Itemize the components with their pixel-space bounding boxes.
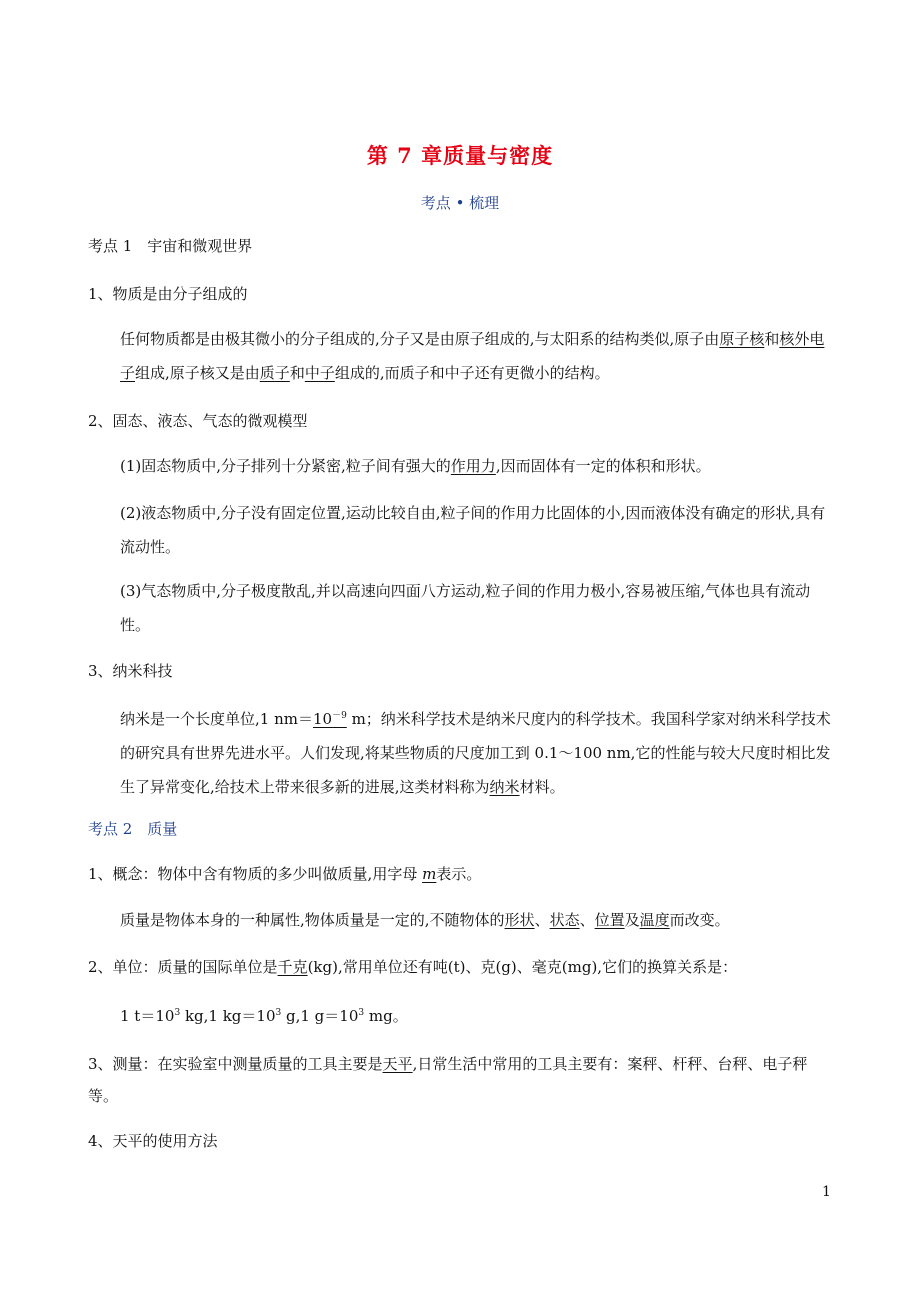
section-2-heading: 考点 2 质量 (88, 820, 178, 838)
page-title: 第 7 章质量与密度 (366, 143, 554, 168)
superscript: 3 (358, 1008, 365, 1018)
text: ,因而固体有一定的体积和形状。 (495, 457, 711, 475)
text: ,日常生活中常用的工具主要有：案秤、杆秤、台秤、电子秤等。 (88, 1055, 808, 1105)
underlined-term: 形状 (504, 911, 535, 929)
underlined-term: 原子核 (719, 330, 765, 348)
text: 表示。 (436, 865, 482, 883)
paragraph-atoms (120, 322, 836, 390)
paragraph-mass-property (120, 903, 836, 937)
item-1-heading: 1、物质是由分子组成的 (88, 285, 248, 303)
text: 、 (534, 911, 550, 929)
text: g,1 g＝10 (281, 1007, 359, 1025)
text: 组成,原子核又是由 (135, 364, 260, 382)
paragraph-liquid: (2)液态物质中,分子没有固定位置,运动比较自由,粒子间的作用力比固体的小,因而液体没有确定的形状,具有流动性。 (120, 504, 826, 556)
underlined-term: 质子 (259, 364, 290, 382)
paragraph-gas: (3)气态物质中,分子极度散乱,并以高速向四面八方运动,粒子间的作用力极小,容易被压缩,气体也具有流动性。 (120, 582, 811, 634)
text: 1 t＝10 (120, 1007, 175, 1025)
underlined-term: 状态 (549, 911, 580, 929)
text: 1、概念：物体中含有物质的多少叫做质量,用字母 (88, 865, 423, 883)
text: (1)固态物质中,分子排列十分紧密,粒子间有强大的 (120, 457, 451, 475)
underlined-term: 温度 (639, 911, 670, 929)
underlined-term: 纳米 (489, 778, 520, 796)
text: 任何物质都是由极其微小的分子组成的,分子又是由原子组成的,与太阳系的结构类似,原子由 (120, 330, 720, 348)
underlined-term: m (422, 865, 437, 883)
underlined-term: 天平 (382, 1055, 413, 1073)
page-number: 1 (822, 1184, 831, 1200)
page-subtitle: 考点 • 梳理 (420, 194, 500, 212)
text: 及 (624, 911, 640, 929)
text: 3、测量：在实验室中测量质量的工具主要是 (88, 1055, 383, 1073)
text: 材料。 (519, 778, 565, 796)
underlined-term: 核外电子 (120, 330, 825, 382)
text: 10 (312, 710, 333, 728)
text: 而改变。 (669, 911, 730, 929)
text: mg。 (364, 1007, 408, 1025)
text: 纳米是一个长度单位,1 nm＝ (120, 710, 313, 728)
text: m；纳米科学技术是纳米尺度内的科学技术。我国科学家对纳米科学技术的研究具有世界先进水平。人们发现,将某些物质的尺度加工到 0.1～100 nm,它的性能与较大尺度时相比发生了异常变化,给技术上带来很多新的进展,这类材料称为 (120, 710, 831, 796)
underlined-term: 位置 (594, 911, 625, 929)
text: kg,1 kg＝10 (180, 1007, 276, 1025)
text: 2、单位：质量的国际单位是 (88, 958, 278, 976)
superscript: 3 (174, 1008, 181, 1018)
underlined-term (313, 710, 347, 728)
unit-conversion (120, 996, 836, 1033)
item-3-heading: 3、纳米科技 (88, 662, 173, 680)
text: 组成的,而质子和中子还有更微小的结构。 (334, 364, 610, 382)
text: 和 (764, 330, 780, 348)
text: 和 (289, 364, 305, 382)
paragraph-nano (120, 699, 836, 804)
text: 质量是物体本身的一种属性,物体质量是一定的,不随物体的 (120, 911, 505, 929)
superscript: －9 (332, 711, 347, 721)
text: 、 (579, 911, 595, 929)
concept-heading (88, 863, 481, 884)
underlined-term: 千克 (277, 958, 308, 976)
underlined-term: 中子 (304, 364, 335, 382)
unit-heading (88, 956, 737, 977)
text: (kg),常用单位还有吨(t)、克(g)、毫克(mg),它们的换算关系是： (307, 958, 738, 976)
balance-usage-heading: 4、天平的使用方法 (88, 1132, 218, 1150)
superscript: 3 (275, 1008, 282, 1018)
item-2-heading: 2、固态、液态、气态的微观模型 (88, 412, 308, 430)
paragraph-solid (120, 449, 836, 483)
section-1-heading: 考点 1 宇宙和微观世界 (88, 237, 253, 255)
underlined-term: 作用力 (450, 457, 496, 475)
measure-heading (88, 1048, 836, 1112)
